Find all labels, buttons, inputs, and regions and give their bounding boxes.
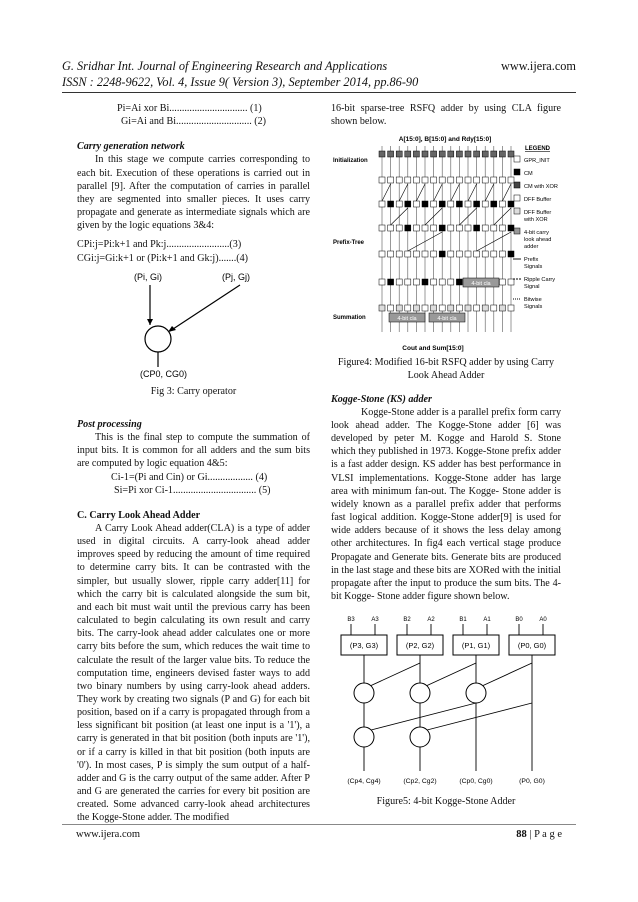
- fig5-input-label: A1: [483, 617, 491, 624]
- fig4-cell: [413, 151, 419, 157]
- fig4-cell: [508, 305, 514, 311]
- fig4-cell: [379, 305, 385, 311]
- fig3-output: (CP0, CG0): [139, 368, 187, 379]
- fig4-cell: [456, 251, 462, 257]
- fig4-cell: [491, 177, 497, 183]
- fig4-cell: [508, 251, 514, 257]
- fig4-cell: [379, 225, 385, 231]
- fig4-prefix-link: [468, 184, 477, 201]
- fig4-legend-swatch: [514, 169, 520, 175]
- fig5-wire: [426, 663, 476, 686]
- fig4-cell: [491, 305, 497, 311]
- fig5-input-label: B2: [403, 617, 411, 624]
- kogge-stone-heading: Kogge-Stone (KS) adder: [331, 393, 432, 405]
- fig4-legend-label: CM: [524, 171, 533, 178]
- carry-generation-paragraph: In this stage we compute carries corresponding to each bit. Execution of these operations is carried out in parallel [9]. After the computation of carries in parallel they are segmented into smaller pieces. It uses carry propagate and generate as intermediate signals which are given by the logic equations 3&4:: [77, 154, 310, 232]
- fig4-cell: [422, 225, 428, 231]
- fig5-caption: Figure5: 4-bit Kogge-Stone Adder: [376, 796, 516, 808]
- fig5-operator-node: [466, 683, 486, 703]
- fig4-cell: [491, 251, 497, 257]
- fig4-cell: [388, 251, 394, 257]
- fig4-cell: [388, 225, 394, 231]
- fig4-stage-init: Initialization: [333, 158, 368, 165]
- fig4-cell: [388, 177, 394, 183]
- fig4-cell: [422, 305, 428, 311]
- fig4-legend-label: Prefix: [524, 257, 539, 264]
- fig4-cell: [474, 151, 480, 157]
- fig5-input-label: A3: [371, 617, 379, 624]
- fig4-legend-swatch: [514, 195, 520, 201]
- fig4-stage-prefix: Prefix-Tree: [333, 240, 365, 247]
- fig4-cell: [405, 151, 411, 157]
- fig4-cell: [465, 251, 471, 257]
- fig4-cell: [431, 305, 437, 311]
- rsfq-adder-figure: [333, 132, 559, 354]
- fig4-legend-label: Signals: [524, 304, 543, 311]
- fig5-output-label: (P0, G0): [519, 778, 545, 786]
- fig4-cell: [422, 151, 428, 157]
- footer-website[interactable]: www.ijera.com: [76, 829, 141, 840]
- fig4-cell: [474, 251, 480, 257]
- fig4-cell: [508, 279, 514, 285]
- fig4-legend-label: Bitwise: [524, 297, 542, 304]
- fig4-cell: [413, 201, 419, 207]
- fig4-legend-label: DFF Buffer: [524, 197, 552, 204]
- fig4-cell: [388, 151, 394, 157]
- fig4-cell: [448, 305, 454, 311]
- fig4-cell: [448, 279, 454, 285]
- fig4-cell: [431, 225, 437, 231]
- fig4-cell: [448, 177, 454, 183]
- fig4-cell: [499, 177, 505, 183]
- fig4-cell: [396, 251, 402, 257]
- fig5-inputs: [347, 617, 547, 635]
- fig4-cell: [439, 305, 445, 311]
- page-footer: [62, 824, 576, 845]
- fig4-cell: [405, 251, 411, 257]
- fig5-input-label: B0: [515, 617, 523, 624]
- fig4-cell: [456, 201, 462, 207]
- fig4-cell: [396, 151, 402, 157]
- fig4-cell: [508, 151, 514, 157]
- issn-line: ISSN : 2248-9622, Vol. 4, Issue 9( Version 3), September 2014, pp.86-90: [62, 75, 419, 89]
- fig4-legend-title: LEGEND: [525, 146, 551, 153]
- fig4-prefix-link: [416, 184, 425, 201]
- fig4-legend-label: with XOR: [524, 217, 548, 224]
- fig4-cell: [405, 201, 411, 207]
- fig3-operator-node: [145, 326, 171, 352]
- fig4-cell: [379, 177, 385, 183]
- equation-6: Si=Pi xor Ci-1................................. (5): [114, 484, 271, 496]
- cla-heading: C. Carry Look Ahead Adder: [77, 509, 201, 521]
- fig4-cell: [465, 225, 471, 231]
- fig4-cell: [448, 225, 454, 231]
- fig4-cell: [405, 177, 411, 183]
- fig4-cell: [465, 177, 471, 183]
- fig4-cell: [379, 251, 385, 257]
- fig4-prefix-grid: [379, 146, 514, 332]
- fig5-operator-node: [410, 683, 430, 703]
- fig4-cell: [456, 305, 462, 311]
- post-processing-paragraph: This is the final step to compute the summation of input bits. It is common for all adders and the sum bits are computed by logic equation 4&5:: [77, 432, 310, 470]
- fig4-cell: [422, 251, 428, 257]
- fig4-cell: [474, 177, 480, 183]
- page-number-value: 88: [516, 829, 527, 840]
- fig4-cell: [439, 151, 445, 157]
- fig4-cell: [482, 251, 488, 257]
- fig5-input-label: A2: [427, 617, 435, 624]
- equation-2: Gi=Ai and Bi.............................. (2): [121, 116, 267, 128]
- fig4-cell: [482, 305, 488, 311]
- equation-3: CPi:j=Pi:k+1 and Pk:j.........................(3): [77, 239, 242, 251]
- fig5-wire: [371, 703, 476, 730]
- fig5-pg-label: (P0, G0): [517, 641, 547, 651]
- equation-5: Ci-1=(Pi and Cin) or Gi.................. (4): [111, 471, 268, 483]
- fig4-legend: [513, 146, 558, 310]
- fig5-pg-label: (P1, G1): [461, 641, 491, 651]
- fig4-cla-label-2: 4-bit cla: [437, 316, 457, 323]
- fig4-cell: [405, 305, 411, 311]
- fig4-legend-label: Signal: [524, 284, 540, 291]
- fig4-cell: [482, 225, 488, 231]
- fig4-cell: [413, 251, 419, 257]
- fig4-cell: [396, 225, 402, 231]
- fig4-caption: Figure4: Modified 16-bit RSFQ adder by using Carry Look Ahead Adder: [337, 357, 555, 382]
- fig4-cell: [456, 177, 462, 183]
- fig4-bottom-label: Cout and Sum[15:0]: [402, 345, 464, 353]
- fig5-pg-boxes: [341, 635, 555, 655]
- fig4-cell: [448, 151, 454, 157]
- fig5-input-label: B1: [459, 617, 467, 624]
- fig4-cell: [508, 201, 514, 207]
- fig4-cell: [499, 225, 505, 231]
- fig4-cell: [388, 279, 394, 285]
- fig4-cell: [499, 251, 505, 257]
- fig4-cell: [508, 177, 514, 183]
- fig4-cell: [396, 305, 402, 311]
- fig4-cell: [388, 201, 394, 207]
- fig4-legend-label: Ripple Carry: [524, 277, 556, 284]
- fig4-cell: [379, 151, 385, 157]
- fig4-cell: [396, 279, 402, 285]
- fig4-cell: [431, 251, 437, 257]
- fig4-cla-label-1: 4-bit cla: [397, 316, 417, 323]
- carry-operator-figure: [104, 269, 284, 379]
- fig4-cell: [499, 279, 505, 285]
- left-column: [77, 102, 310, 825]
- fig4-legend-label: 4-bit carry: [524, 230, 549, 237]
- fig3-caption: Fig 3: Carry operator: [150, 385, 237, 397]
- page-word: | P a g e: [529, 829, 562, 840]
- fig4-legend-label: DFF Buffer: [524, 210, 552, 217]
- fig5-input-label: A0: [539, 617, 547, 624]
- fig4-cell: [396, 177, 402, 183]
- fig4-cell: [379, 201, 385, 207]
- fig4-cell: [405, 279, 411, 285]
- header-rule: [62, 92, 576, 93]
- fig4-cell: [431, 151, 437, 157]
- kogge-stone-figure: [335, 613, 557, 791]
- fig5-pg-label: (P3, G3): [349, 641, 379, 651]
- fig5-wire: [370, 663, 420, 686]
- fig4-legend-swatch: [514, 156, 520, 162]
- right-column: [331, 102, 561, 808]
- fig4-stage-sum: Summation: [333, 315, 366, 322]
- fig4-cell: [422, 279, 428, 285]
- fig4-cell: [491, 225, 497, 231]
- carry-generation-heading: Carry generation network: [77, 141, 185, 153]
- fig4-cell: [413, 177, 419, 183]
- header-website[interactable]: www.ijera.com: [500, 59, 576, 73]
- fig4-cell: [439, 177, 445, 183]
- fig5-operator-node: [354, 727, 374, 747]
- fig5-pg-label: (P2, G2): [405, 641, 435, 651]
- fig5-wire: [482, 663, 532, 686]
- fig3-arrow-1: [147, 319, 153, 325]
- fig3-wire-2: [170, 285, 240, 331]
- fig4-prefix-link: [485, 184, 494, 201]
- fig5-network: [354, 655, 532, 771]
- fig4-cell: [431, 177, 437, 183]
- fig4-cell: [465, 151, 471, 157]
- fig3-input-1: (Pi, Gi): [133, 271, 162, 282]
- fig4-cell: [491, 151, 497, 157]
- fig4-cell: [482, 151, 488, 157]
- fig5-wire: [427, 703, 532, 730]
- fig4-cla-label-top: 4-bit cla: [471, 281, 491, 288]
- fig4-cell: [396, 201, 402, 207]
- fig4-cell: [508, 225, 514, 231]
- fig4-cell: [439, 201, 445, 207]
- fig4-cell: [422, 201, 428, 207]
- fig4-cell: [413, 279, 419, 285]
- fig4-legend-label: CM with XOR: [524, 184, 558, 191]
- fig5-output-label: (Cp0, Cg0): [459, 778, 493, 786]
- fig3-arrow-2: [168, 326, 176, 332]
- fig4-top-label: A[15:0], B[15:0] and Rdy[15:0]: [398, 136, 492, 144]
- fig4-cell: [413, 225, 419, 231]
- fig4-cell: [439, 225, 445, 231]
- post-processing-heading: Post processing: [77, 418, 142, 430]
- fig4-cell: [474, 225, 480, 231]
- fig5-outputs: [347, 778, 544, 785]
- fig4-prefix-link: [451, 184, 460, 201]
- fig4-cell: [482, 177, 488, 183]
- fig4-cell: [456, 225, 462, 231]
- fig4-cell: [439, 279, 445, 285]
- fig4-prefix-link: [382, 184, 391, 201]
- fig4-cell: [422, 177, 428, 183]
- fig4-cell: [482, 201, 488, 207]
- fig4-legend-swatch: [514, 228, 520, 234]
- fig4-cell: [379, 279, 385, 285]
- cla-continued-paragraph: 16-bit sparse-tree RSFQ adder by using CLA figure shown below.: [331, 103, 561, 128]
- fig4-cell: [491, 201, 497, 207]
- fig4-cell: [448, 251, 454, 257]
- fig4-legend-label: Signals: [524, 264, 543, 271]
- equation-4: CGi:j=Gi:k+1 or (Pi:k+1 and Gk:j).......(4): [77, 252, 248, 264]
- cla-paragraph: A Carry Look Ahead adder(CLA) is a type of adder used in digital circuits. A carry-look ahead adder improves speed by reducing the amount of time required to determine carry bits. It can be contrasted with the simpler, but usually slower, ripple carry adder[11] for which the carry bit is calculated alongside the sum bit, and each bit must wait until the previous carry has been calculated to begin calculating its own result and carry bits. The carry-look ahead adder calculates one or more carry bits before the sum, which reduces the wait time to calculate the result of the larger value bits. To reduce the computation time, engineers devised faster ways to add two binary numbers by using carry-look ahead adders. They work by creating two signals (P and G) for each bit position, based on if a carry is propagated through from a less significant bit position (at least one input is a '1'), a carry is generated in that bit position (both inputs are '1'), or if a carry is killed in that bit position (both inputs are '0'). In most cases, P is simply the sum output of a half-adder and G is the carry output of the same adder. After P and G are generated the carries for every bit position are created. Some advanced carry-look ahead architectures the Kogge-Stone adder. The modified: [77, 522, 310, 824]
- fig4-cell: [431, 201, 437, 207]
- running-header: [62, 58, 576, 90]
- fig4-cell: [413, 305, 419, 311]
- fig4-prefix-link: [502, 184, 511, 201]
- fig4-legend-label: adder: [524, 244, 539, 251]
- fig4-prefix-link: [434, 184, 443, 201]
- fig4-legend-label: look ahead: [524, 237, 552, 244]
- fig4-cell: [405, 225, 411, 231]
- fig4-cell: [456, 279, 462, 285]
- fig5-operator-node: [354, 683, 374, 703]
- fig4-cell: [431, 279, 437, 285]
- equation-1: Pi=Ai xor Bi............................... (1): [117, 103, 262, 114]
- fig3-input-2: (Pj, Gj): [221, 271, 250, 282]
- fig4-cell: [456, 151, 462, 157]
- page-number: [516, 829, 562, 840]
- journal-line: G. Sridhar Int. Journal of Engineering Research and Applications: [62, 59, 388, 73]
- fig4-cell: [499, 305, 505, 311]
- fig4-cell: [474, 201, 480, 207]
- fig4-prefix-link: [399, 184, 408, 201]
- fig4-legend-swatch: [514, 182, 520, 188]
- fig4-cell: [465, 305, 471, 311]
- fig5-input-label: B3: [347, 617, 355, 624]
- fig4-legend-swatch: [514, 208, 520, 214]
- fig4-cell: [439, 251, 445, 257]
- fig4-cell: [474, 305, 480, 311]
- kogge-stone-paragraph: Kogge-Stone adder is a parallel prefix form carry look ahead adder. The Kogge-Stone adder [6] was developed by peter M. Kogge and Harold S. Stone which they published in 1973. Kogge-Stone prefix adder is a fast adder design. KS adder has best performance in VLSI implementations. Kogge-Stone adder has large area with minimum fan-out. The Kogge- Stone adder is widely known as a parallel prefix adder that performs fast logical addition. Kogge-Stone adder[9] is used for wide adders because of it shows the less delay among other architectures. In fig4 each vertical stage produce Propagate and Generate bits. Generate bits are produced in the last stage and these bits are XORed with the initial propagate after the input to produce the sum bits. The 4-bit Kogge- Stone adder figure shown below.: [331, 406, 561, 602]
- fig4-cell: [388, 305, 394, 311]
- fig4-legend-label: GPR_INIT: [524, 158, 550, 165]
- fig5-output-label: (Cp4, Cg4): [347, 778, 381, 786]
- fig5-output-label: (Cp2, Cg2): [403, 778, 437, 786]
- fig5-operator-node: [410, 727, 430, 747]
- fig4-cell: [499, 201, 505, 207]
- fig4-cell: [448, 201, 454, 207]
- fig4-cell: [465, 201, 471, 207]
- fig4-cell: [499, 151, 505, 157]
